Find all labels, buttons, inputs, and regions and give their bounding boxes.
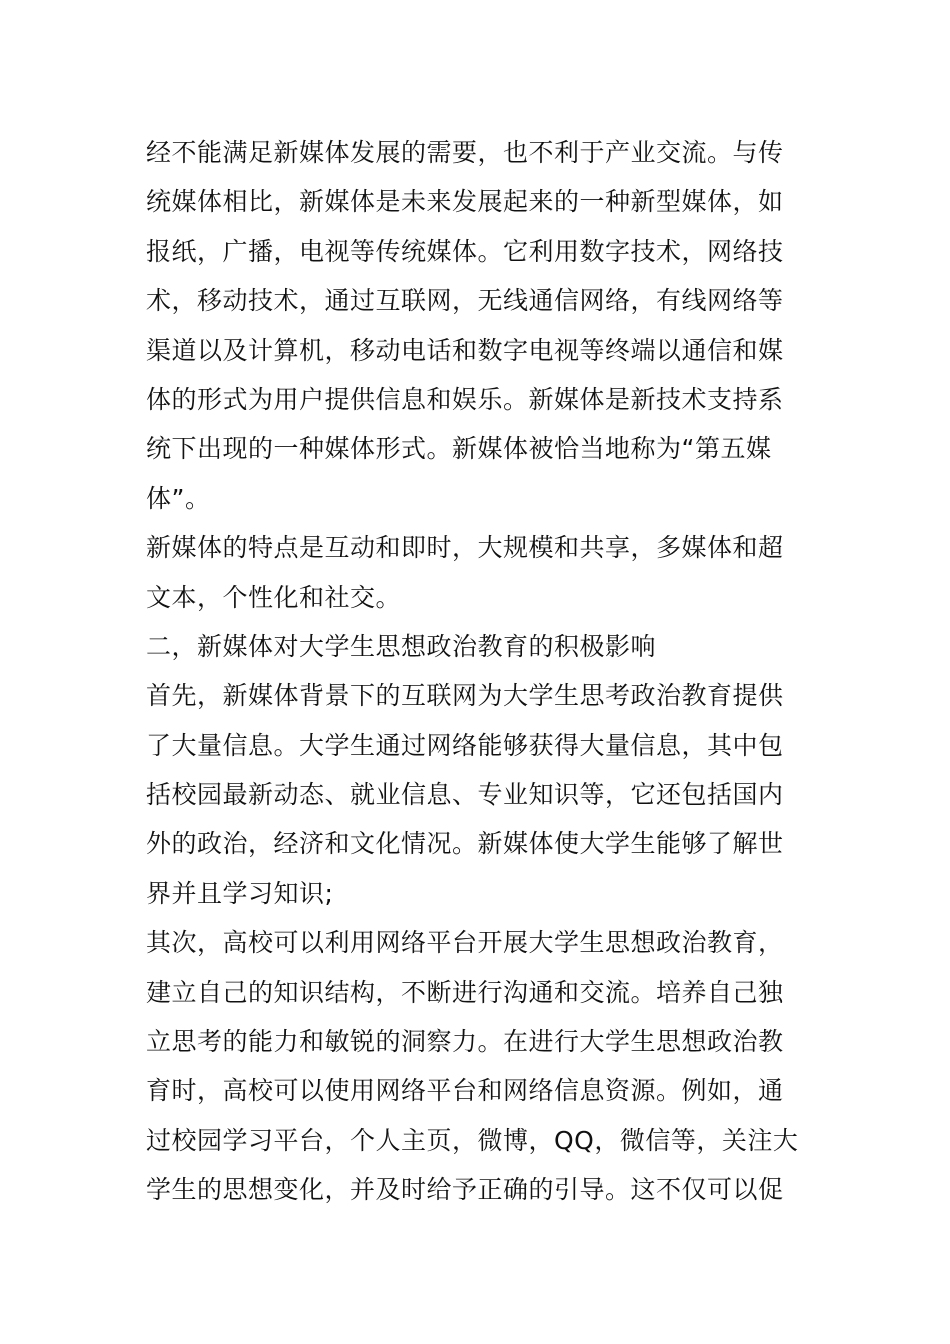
text-line: 立思考的能力和敏锐的洞察力。在进行大学生思想政治教: [146, 1027, 784, 1057]
text-line: 术，移动技术，通过互联网，无线通信网络，有线网络等: [146, 286, 784, 316]
text-line: 体”。: [146, 483, 211, 513]
text-line: 括校园最新动态、就业信息、专业知识等，它还包括国内: [146, 780, 784, 810]
text-line: 统下出现的一种媒体形式。新媒体被恰当地称为“第五媒: [146, 434, 772, 464]
text-line: 育时，高校可以使用网络平台和网络信息资源。例如，通: [146, 1076, 784, 1106]
text-line: 报纸，广播，电视等传统媒体。它利用数字技术，网络技: [146, 236, 784, 266]
text-line: 经不能满足新媒体发展的需要，也不利于产业交流。与传: [146, 138, 784, 167]
text-line: 外的政治，经济和文化情况。新媒体使大学生能够了解世: [146, 829, 784, 859]
text-line: 界并且学习知识;: [146, 878, 334, 908]
text-line: 首先，新媒体背景下的互联网为大学生思考政治教育提供: [146, 681, 784, 711]
text-line: 学生的思想变化，并及时给予正确的引导。这不仅可以促: [146, 1175, 784, 1205]
text-line: 建立自己的知识结构，不断进行沟通和交流。培养自己独: [146, 977, 784, 1007]
text-line: 统媒体相比，新媒体是未来发展起来的一种新型媒体，如: [146, 187, 784, 217]
body-text: [146, 128, 816, 1215]
text-line: 文本，个性化和社交。: [146, 582, 402, 612]
text-line: 体的形式为用户提供信息和娱乐。新媒体是新技术支持系: [146, 384, 784, 414]
text-line: 了大量信息。大学生通过网络能够获得大量信息，其中包: [146, 730, 784, 760]
text-line: 新媒体的特点是互动和即时，大规模和共享，多媒体和超: [146, 533, 784, 563]
text-line: 渠道以及计算机，移动电话和数字电视等终端以通信和媒: [146, 335, 784, 365]
section-heading: 二，新媒体对大学生思想政治教育的积极影响: [146, 631, 657, 661]
text-line: 其次，高校可以利用网络平台开展大学生思想政治教育，: [146, 928, 784, 958]
text-line: 过校园学习平台，个人主页，微博，QQ，微信等，关注大: [146, 1125, 799, 1155]
